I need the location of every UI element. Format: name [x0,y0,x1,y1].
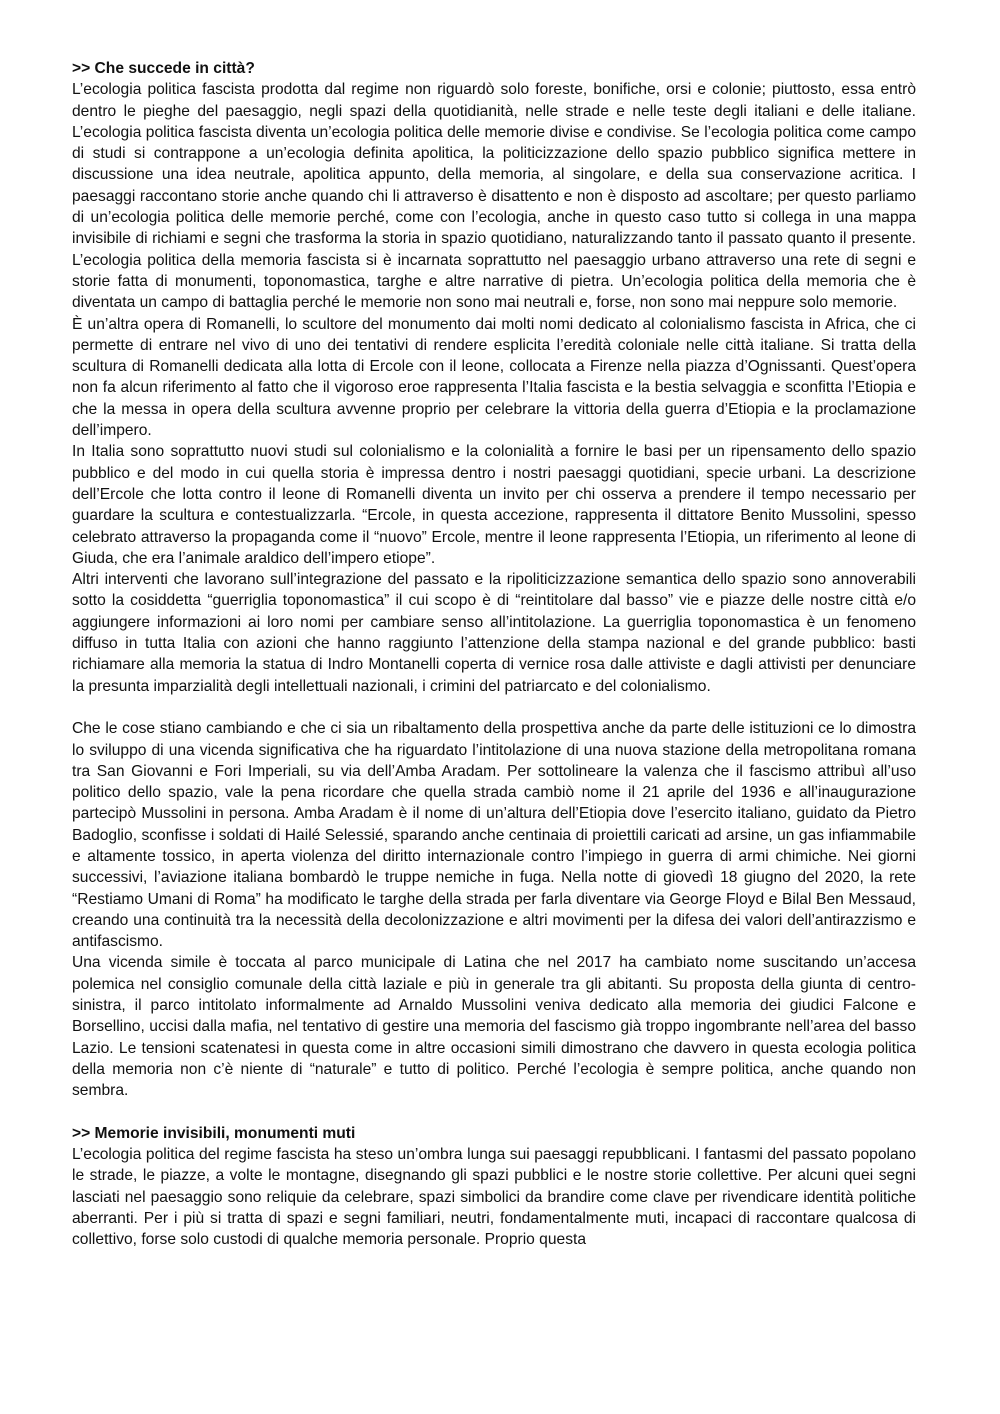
section-heading-memorie: >> Memorie invisibili, monumenti muti [72,1124,356,1142]
document-page [72,58,916,1251]
paragraph: Una vicenda simile è toccata al parco municipale di Latina che nel 2017 ha cambiato nome suscitando un’accesa polemica nel consiglio comunale della città laziale e più in generale tra gli abitanti. Su proposta della giunta di centro-sinistra, il parco intitolato informalmente ad Arnaldo Mussolini veniva dedicato alla memoria dei giudici Falcone e Borsellino, uccisi dalla mafia, nel tentativo di gestire una memoria del fascismo già troppo ingombrante nell’area del basso Lazio. Le tensioni scatenatesi in questa come in altre occasioni simili dimostrano che davvero in questa ecologia politica della memoria non c’è niente di “naturale” e tutto di politico. Perché l’ecologia è sempre politica, anche quando non sembra. [72,954,916,1100]
section-heading-citta: >> Che succede in città? [72,60,255,77]
paragraph: L’ecologia politica del regime fascista ha steso un’ombra lunga sui paesaggi repubblicani. I fantasmi del passato popolano le strade, le piazze, a volte le montagne, disegnando gli spazi pubblici e le nostre storie collettive. Per alcuni quei segni lasciati nel paesaggio sono reliquie da celebrare, spazi simbolici da brandire come clave per rivendicare identità politiche aberranti. Per i più si tratta di spazi e segni familiari, neutri, fondamentalmente muti, incapaci di raccontare qualcosa di collettivo, forse solo custodi di qualche memoria personale. Proprio questa [72,1146,916,1249]
section-gap [72,1102,916,1123]
paragraph: Che le cose stiano cambiando e che ci sia un ribaltamento della prospettiva anche da parte delle istituzioni ce lo dimostra lo sviluppo di una vicenda significativa che ha riguardato l’intitolazione di una nuova stazione della metropolitana romana tra San Giovanni e Fori Imperiali, su via dell’Amba Aradam. Per sottolineare la valenza che il fascismo attribuì all’uso politico dello spazio, vale la pena ricordare che quella strada cambiò nome il 21 aprile del 1936 e all’inaugurazione partecipò Mussolini in persona. Amba Aradam è il nome di un’altura dell’Etiopia dove l’esercito italiano, guidato da Pietro Badoglio, sconfisse i soldati di Hailé Selessié, sparando anche centinaia di proiettili caricati ad arsine, un gas infiammabile e altamente tossico, in aperta violenza del diritto internazionale contro l’impiego in guerra di armi chimiche. Nei giorni successivi, l’aviazione italiana bombardò le truppe nemiche in fuga. Nella notte di giovedì 18 giugno del 2020, la rete “Restiamo Umani di Roma” ha modificato le targhe della strada per farla diventare via George Floyd e Bilal Ben Messaud, creando una continuità tra la necessità della decolonizzazione e altri movimenti per la difesa dei valori dell’antirazzismo e antifascismo. [72,720,916,951]
paragraph: È un’altra opera di Romanelli, lo scultore del monumento dai molti nomi dedicato al colonialismo fascista in Africa, che ci permette di entrare nel vivo di uno dei tentativi di rendere esplicita l’eredità coloniale nelle città italiane. Si tratta della scultura di Romanelli dedicata alla lotta di Ercole con il leone, collocata a Firenze nella piazza d’Ognissanti. Quest’opera non fa alcun riferimento al fatto che il vigoroso eroe rappresenta l’Italia fascista e la bestia selvaggia e sconfitta l’Etiopia e che la messa in opera della scultura avvenne proprio per celebrare la vittoria della guerra d’Etiopia e la proclamazione dell’impero. [72,315,916,440]
paragraph-gap [72,697,916,718]
paragraph: In Italia sono soprattutto nuovi studi sul colonialismo e la colonialità a fornire le basi per un ripensamento dello spazio pubblico e del modo in cui quella storia è impressa dentro i nostri paesaggi quotidiani, specie urbani. La descrizione dell’Ercole che lotta contro il leone di Romanelli diventa un invito per chi osserva a prendere il tempo necessario per guardare la scultura e contestualizzarla. “Ercole, in questa accezione, rappresenta il dittatore Benito Mussolini, spesso celebrato attraverso la propaganda come il “nuovo” Ercole, mentre il leone rappresenta l’Etiopia, un riferimento al leone di Giuda, che era l’animale araldico dell’impero etiope”. [72,443,916,567]
paragraph: L’ecologia politica fascista prodotta dal regime non riguardò solo foreste, bonifiche, orsi e colonie; piuttosto, essa entrò dentro le pieghe del paesaggio, negli spazi della quotidianità, nelle strade e nelle teste degli italiani e delle italiane. L’ecologia politica fascista diventa un’ecologia politica delle memorie divise e condivise. Se l’ecologia politica come campo di studi si contrappone a un’ecologia definita apolitica, la politicizzazione dello spazio pubblico significa mettere in discussione una idea neutrale, apolitica appunto, della memoria, al singolare, e della sua conservazione acritica. I paesaggi raccontano storie anche quando chi li attraverso è disattento e non è disposto ad ascoltare; per questo parliamo di un’ecologia politica delle memorie perché, come con l’ecologia, anche in questo caso tutto si collega in una mappa invisibile di richiami e segni che trasforma la storia in spazio quotidiano, naturalizzando tanto il passato quanto il presente. L’ecologia politica della memoria fascista si è incarnata soprattutto nel paesaggio urbano attraverso una rete di segni e storie fatta di monumenti, toponomastica, targhe e altre narrative di pietra. Un’ecologia politica della memoria che è diventata un campo di battaglia perché le memorie non sono mai neutrali e, forse, non sono mai neppure solo memorie. [72,81,916,312]
paragraph: Altri interventi che lavorano sull’integrazione del passato e la ripoliticizzazione semantica dello spazio sono annoverabili sotto la cosiddetta “guerriglia toponomastica” il cui scopo è di “reintitolare dal basso” vie e piazze delle nostre città e/o aggiungere informazioni ai loro nomi per cambiare senso all’intitolazione. La guerriglia toponomastica è un fenomeno diffuso in tutta Italia con azioni che hanno raggiunto l’attenzione della stampa nazional e del grande pubblico: basti richiamare alla memoria la statua di Indro Montanelli coperta di vernice rosa dalle attiviste e dagli attivisti per denunciare la presunta imparzialità degli intellettuali nazionali, i crimini del patriarcato e del colonialismo. [72,571,916,695]
